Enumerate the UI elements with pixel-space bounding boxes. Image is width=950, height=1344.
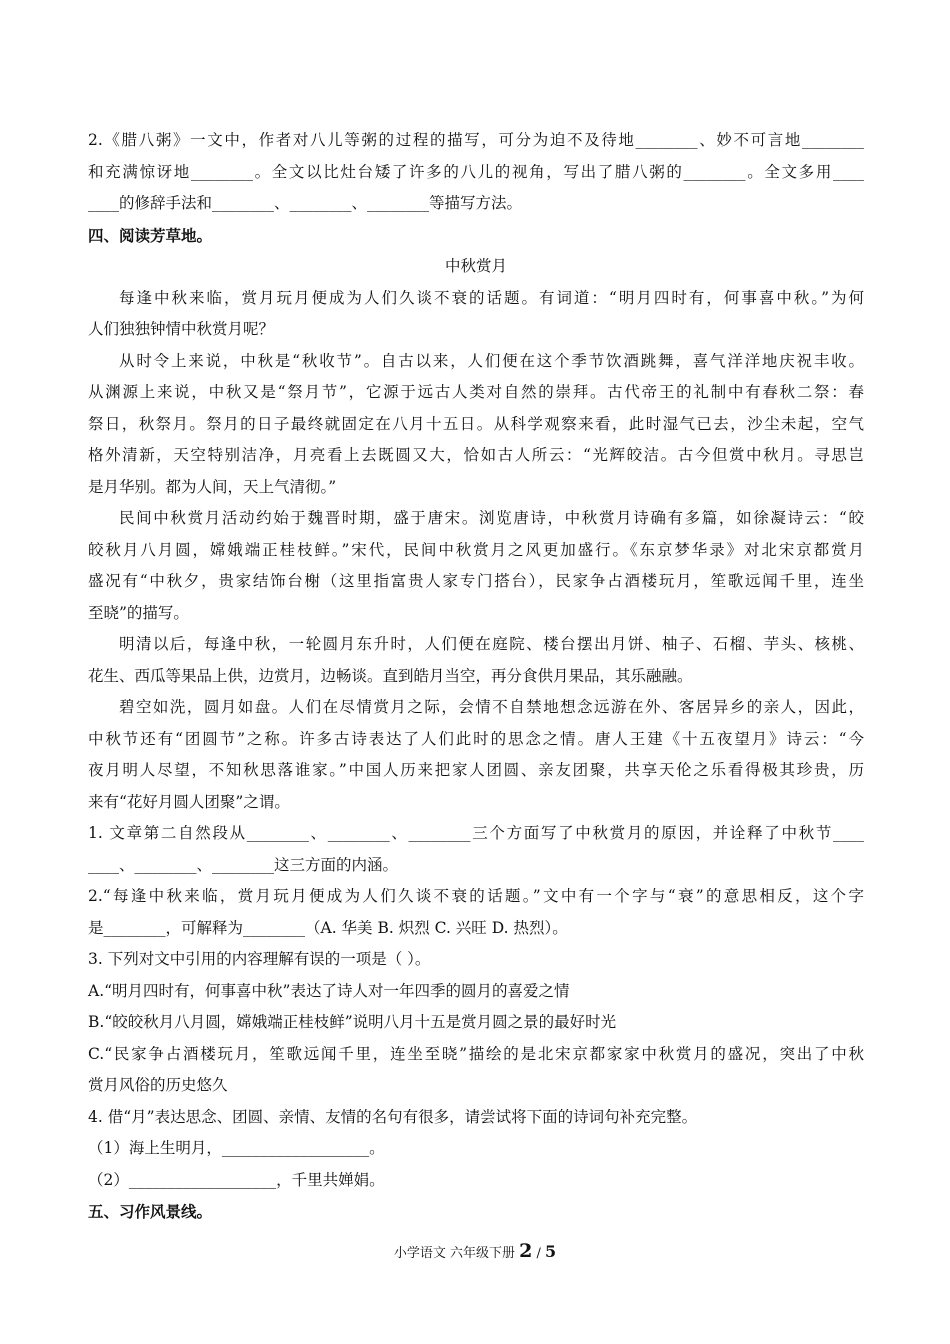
- page-number: 2: [519, 1240, 533, 1262]
- paragraph-line: 人们独独钟情中秋赏月呢？: [88, 320, 275, 338]
- paragraph-line: 花生、西瓜等果品上供，边赏月，边畅谈。直到皓月当空，再分食供月果品，其乐融融。: [88, 666, 693, 685]
- question-4: 4. 借“月”表达思念、团圆、亲情、友情的名句有很多，请尝试将下面的诗词句补充完整。: [88, 1107, 698, 1126]
- question-2: [88, 881, 864, 944]
- paragraph-line: 格外清新，天空特别洁净，月亮看上去既圆又大，恰如古人所云：“光辉皎洁。古今但赏中秋月。寻思岂: [88, 446, 864, 464]
- paragraph-line: 每逢中秋来临，赏月玩月便成为人们久谈不衰的话题。有词道：“明月四时有，何事喜中秋。”为何: [119, 288, 864, 307]
- paragraph-line: 皎秋月八月圆，嫦娥端正桂枝鲜。”宋代，民间中秋赏月之风更加盛行。《东京梦华录》对北宋京都赏月: [88, 540, 864, 559]
- page-total: 5: [545, 1242, 557, 1261]
- paragraph-line: 碧空如洗，圆月如盘。人们在尽情赏月之际，会情不自禁地想念远游在外、客居异乡的亲人，因此，: [119, 698, 864, 716]
- paragraph-line: 从渊源上来说，中秋又是“祭月节”，它源于远古人类对自然的崇拜。古代帝王的礼制中有春秋二祭：春: [88, 383, 864, 401]
- question-line: 3. 下列对文中引用的内容理解有误的一项是（ ）。: [88, 950, 431, 968]
- page-separator: /: [536, 1246, 541, 1261]
- passage-paragraph: [88, 346, 864, 504]
- page-content: [88, 125, 864, 1228]
- question-line: 2.“每逢中秋来临，赏月玩月便成为人们久谈不衰的话题。”文中有一个字与“衰”的意思相反，这个字: [88, 887, 864, 905]
- question-line: 是________，可解释为________（A. 华美 B. 炽烈 C. 兴旺 D. 热烈）。: [88, 918, 568, 937]
- question-la-ba-zhou: [88, 125, 864, 220]
- paragraph-line: 民间中秋赏月活动约始于魏晋时期，盛于唐宋。浏览唐诗，中秋赏月诗确有多篇，如徐凝诗云：“皎: [119, 509, 864, 527]
- option-b: B.“皎皎秋月八月圆，嫦娥端正桂枝鲜”说明八月十五是赏月圆之景的最好时光: [88, 1013, 617, 1031]
- passage-paragraph: [88, 503, 864, 629]
- passage-title: 中秋赏月: [444, 257, 507, 275]
- option-c: [88, 1039, 864, 1102]
- paragraph-line: 至晓”的描写。: [88, 603, 189, 622]
- passage-paragraph: [88, 692, 864, 818]
- option-line: 赏月风俗的历史悠久: [88, 1076, 228, 1094]
- question-line: 和充满惊讶地________。全文以比灶台矮了许多的八儿的视角，写出了腊八粥的________。全文多用____: [88, 162, 864, 181]
- passage-paragraph: [88, 283, 864, 346]
- fill-blank-1: （1）海上生明月，___________________。: [88, 1139, 385, 1157]
- footer-subject: 小学语文 六年级下册: [393, 1246, 515, 1261]
- page-footer: [0, 1240, 950, 1262]
- paragraph-line: 明清以后，每逢中秋，一轮圆月东升时，人们便在庭院、楼台摆出月饼、柚子、石榴、芋头、核桃、: [119, 635, 864, 653]
- paragraph-line: 是月华别。都为人间，天上气清彻。”: [88, 477, 337, 496]
- paragraph-line: 来有“花好月圆人团聚”之谓。: [88, 792, 290, 811]
- paragraph-line: 祭日，秋祭月。祭月的日子最终就固定在八月十五日。从科学观察来看，此时湿气已去，沙尘未起，空气: [88, 414, 864, 433]
- question-line: ____的修辞手法和________、________、________等描写方法。: [88, 194, 523, 212]
- paragraph-line: 中秋节还有“团圆节”之称。许多古诗表达了人们此时的思念之情。唐人王建《十五夜望月》诗云：“今: [88, 729, 864, 748]
- paragraph-line: 从时令上来说，中秋是“秋收节”。自古以来，人们便在这个季节饮酒跳舞，喜气洋洋地庆祝丰收。: [119, 351, 864, 370]
- question-1: [88, 818, 864, 881]
- question-line: ____、________、________这三方面的内涵。: [88, 855, 399, 874]
- passage-paragraph: [88, 629, 864, 692]
- paragraph-line: 夜月明人尽望，不知秋思落谁家。”中国人历来把家人团圆、亲友团聚，共享天伦之乐看得极其珍贵，历: [88, 761, 864, 779]
- option-a: A.“明月四时有，何事喜中秋”表达了诗人对一年四季的圆月的喜爱之情: [88, 981, 570, 1000]
- question-line: 1. 文章第二自然段从________、________、________三个方面写了中秋赏月的原因，并诠释了中秋节____: [88, 824, 864, 842]
- question-3: [88, 944, 864, 976]
- section-heading-writing: 五、习作风景线。: [88, 1202, 213, 1221]
- option-line: C.“民家争占酒楼玩月，笙歌远闻千里，连坐至晓”描绘的是北宋京都家家中秋赏月的盛况，突出了中秋: [88, 1044, 864, 1063]
- section-heading-reading: 四、阅读芳草地。: [88, 225, 213, 245]
- paragraph-line: 盛况有“中秋夕，贵家结饰台榭（这里指富贵人家专门搭台），民家争占酒楼玩月，笙歌远闻千里，连坐: [88, 572, 864, 590]
- question-line: 2.《腊八粥》一文中，作者对八儿等粥的过程的描写，可分为迫不及待地________、妙不可言地________: [88, 131, 864, 149]
- fill-blank-2: （2）___________________，千里共婵娟。: [88, 1170, 385, 1189]
